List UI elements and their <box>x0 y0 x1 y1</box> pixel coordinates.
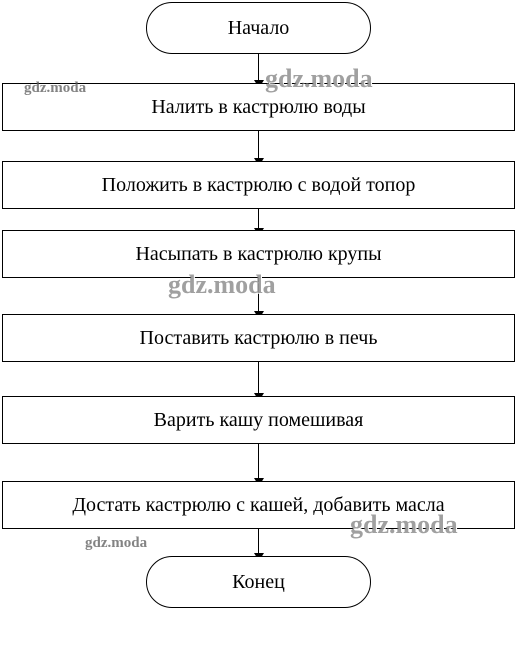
process-step-2 <box>2 161 515 209</box>
end-terminal <box>146 556 371 608</box>
watermark: gdz.moda <box>168 270 276 299</box>
start-terminal <box>146 2 371 54</box>
process-step-5 <box>2 396 515 444</box>
step-label: Положить в кастрюлю с водой топор <box>101 173 416 196</box>
end-label: Конец <box>232 570 285 593</box>
process-step-4 <box>2 314 515 362</box>
watermark: gdz.moda <box>350 510 458 539</box>
watermark: gdz.moda <box>265 64 373 93</box>
step-label: Насыпать в кастрюлю крупы <box>135 242 382 265</box>
watermark: gdz.moda <box>85 535 148 551</box>
step-label: Достать кастрюлю с кашей, добавить масла <box>72 493 445 516</box>
watermark: gdz.moda <box>24 80 87 96</box>
step-label: Поставить кастрюлю в печь <box>139 326 378 349</box>
step-label: Налить в кастрюлю воды <box>151 95 366 118</box>
start-label: Начало <box>227 16 290 39</box>
step-label: Варить кашу помешивая <box>153 408 364 431</box>
